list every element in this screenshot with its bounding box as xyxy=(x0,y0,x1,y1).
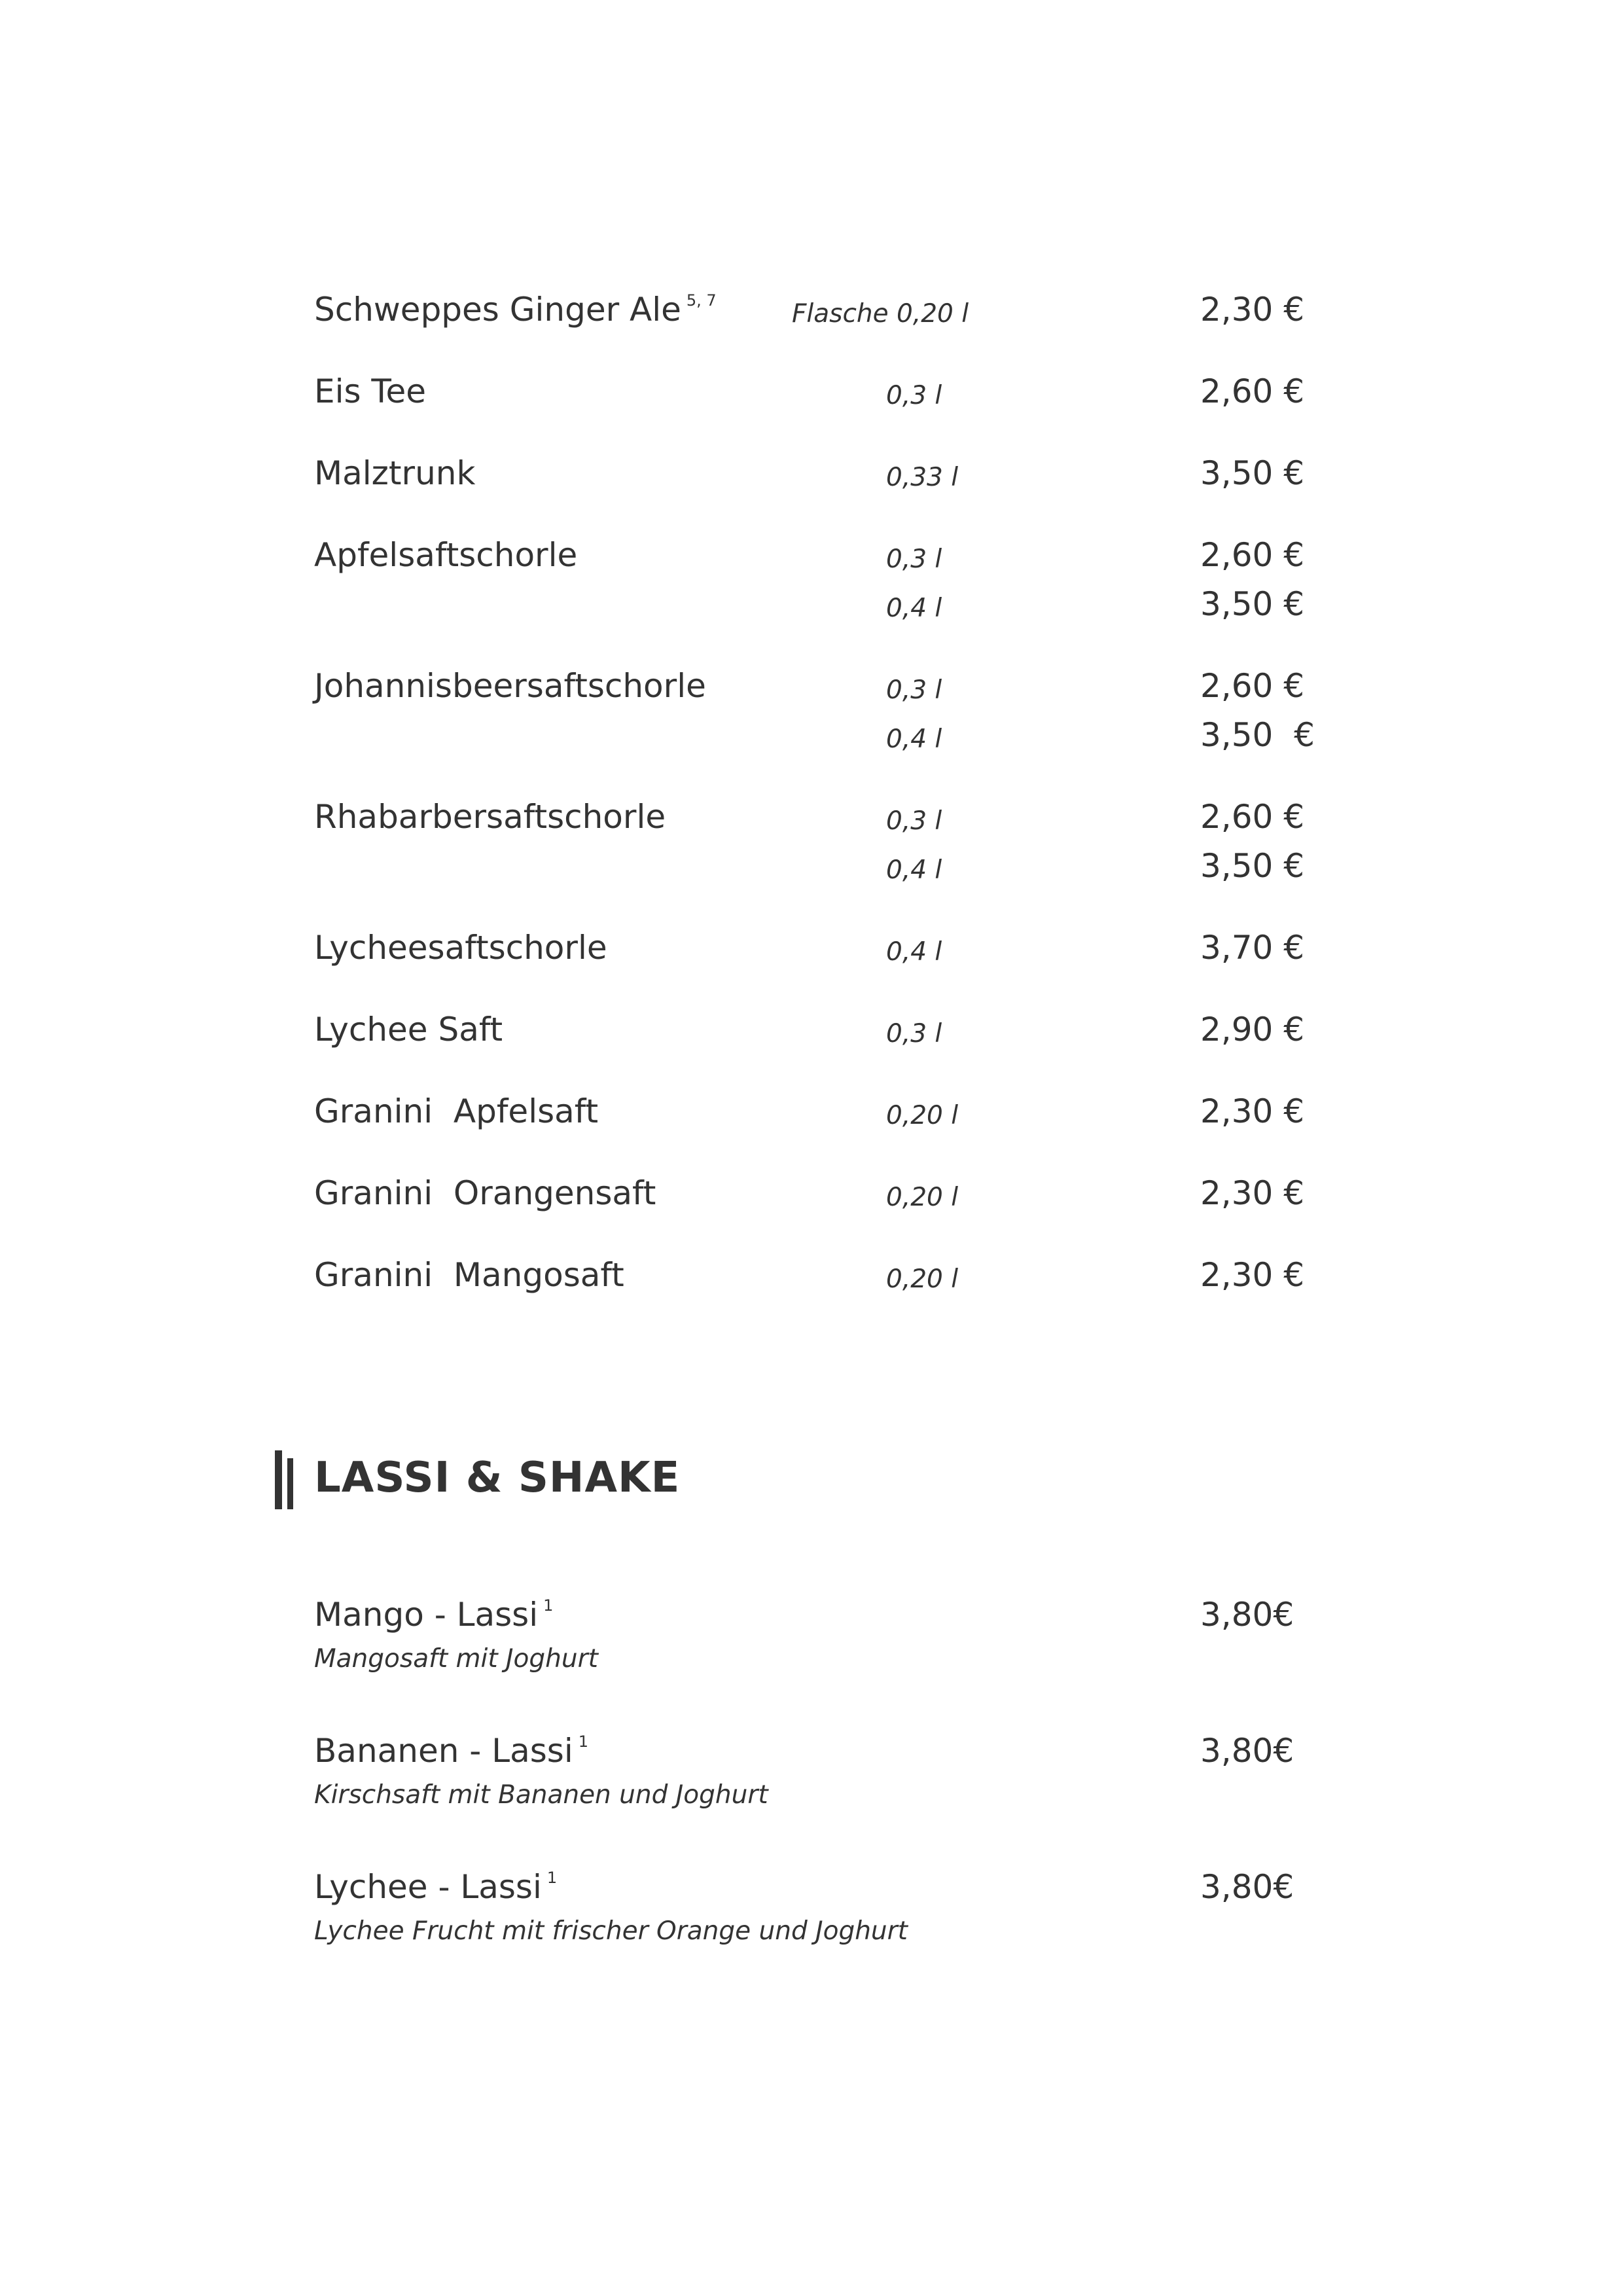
item-name: Lychee Saft xyxy=(314,1011,503,1049)
lassi-list xyxy=(314,1590,1335,1999)
item-price: 3,50 € xyxy=(1200,716,1315,754)
item-size: 0,4 l xyxy=(886,855,942,885)
item-price: 2,30 € xyxy=(1200,1092,1305,1130)
item-name: Granini Mangosaft xyxy=(314,1256,624,1294)
item-name: Eis Tee xyxy=(314,372,426,410)
menu-item xyxy=(314,1169,1335,1218)
item-size: 0,3 l xyxy=(886,806,942,836)
item-name: Lycheesaftschorle xyxy=(314,929,607,967)
menu-item xyxy=(314,1863,1335,1999)
item-name: Malztrunk xyxy=(314,454,476,492)
double-bar-icon xyxy=(275,1450,301,1509)
item-size: 0,20 l xyxy=(886,1183,959,1212)
item-description: Mangosaft mit Joghurt xyxy=(314,1644,598,1674)
item-name: Lychee - Lassi $^1$ xyxy=(314,1868,558,1906)
menu-item xyxy=(314,1251,1335,1300)
item-name: Bananen - Lassi $^1$ xyxy=(314,1732,589,1770)
item-price: 2,30 € xyxy=(1200,291,1305,329)
item-price: 2,60 € xyxy=(1200,798,1305,836)
item-description: Kirschsaft mit Bananen und Joghurt xyxy=(314,1780,768,1810)
item-price: 2,30 € xyxy=(1200,1174,1305,1212)
item-price: 2,60 € xyxy=(1200,536,1305,574)
item-price: 2,60 € xyxy=(1200,372,1305,410)
item-size: 0,20 l xyxy=(886,1265,959,1294)
item-name: Granini Orangensaft xyxy=(314,1174,656,1212)
allergen-note: 1 xyxy=(578,1732,589,1751)
allergen-note: 5, 7 xyxy=(686,291,717,310)
menu-item xyxy=(314,531,1335,629)
item-size: 0,3 l xyxy=(886,1019,942,1049)
item-name: Johannisbeersaftschorle xyxy=(314,667,706,705)
menu-item xyxy=(314,1590,1335,1727)
menu-item xyxy=(314,285,1335,334)
item-price: 3,50 € xyxy=(1200,847,1305,885)
item-price: 3,80€ xyxy=(1200,1596,1294,1634)
menu-item xyxy=(314,793,1335,891)
item-price: 3,70 € xyxy=(1200,929,1305,967)
menu-item xyxy=(314,1727,1335,1863)
item-size: 0,4 l xyxy=(886,725,942,754)
item-size: 0,3 l xyxy=(886,381,942,410)
menu-item xyxy=(314,1005,1335,1054)
item-name: Granini Apfelsaft xyxy=(314,1092,599,1130)
menu-item xyxy=(314,449,1335,498)
menu-item xyxy=(314,924,1335,973)
menu-item xyxy=(314,367,1335,416)
item-price: 2,30 € xyxy=(1200,1256,1305,1294)
item-size: 0,3 l xyxy=(886,675,942,705)
item-price: 3,80€ xyxy=(1200,1868,1294,1906)
item-price: 2,60 € xyxy=(1200,667,1305,705)
item-size: 0,4 l xyxy=(886,594,942,623)
item-name: Rhabarbersaftschorle xyxy=(314,798,666,836)
item-name: Mango - Lassi $^1$ xyxy=(314,1596,554,1634)
item-size: Flasche 0,20 l xyxy=(792,299,969,329)
menu-item xyxy=(314,1087,1335,1136)
item-name: Schweppes Ginger Ale $^{5, 7}$ xyxy=(314,291,717,329)
item-price: 2,90 € xyxy=(1200,1011,1305,1049)
item-size: 0,20 l xyxy=(886,1101,959,1130)
allergen-note: 1 xyxy=(546,1869,558,1887)
allergen-note: 1 xyxy=(543,1596,554,1615)
item-size: 0,4 l xyxy=(886,937,942,967)
item-size: 0,3 l xyxy=(886,545,942,574)
item-name: Apfelsaftschorle xyxy=(314,536,578,574)
menu-item xyxy=(314,662,1335,760)
item-size: 0,33 l xyxy=(886,463,959,492)
drinks-list xyxy=(314,285,1335,1333)
item-description: Lychee Frucht mit frischer Orange und Joghurt xyxy=(314,1916,908,1946)
section-title: LASSI & SHAKE xyxy=(314,1454,681,1502)
item-price: 3,80€ xyxy=(1200,1732,1294,1770)
item-price: 3,50 € xyxy=(1200,585,1305,623)
item-price: 3,50 € xyxy=(1200,454,1305,492)
